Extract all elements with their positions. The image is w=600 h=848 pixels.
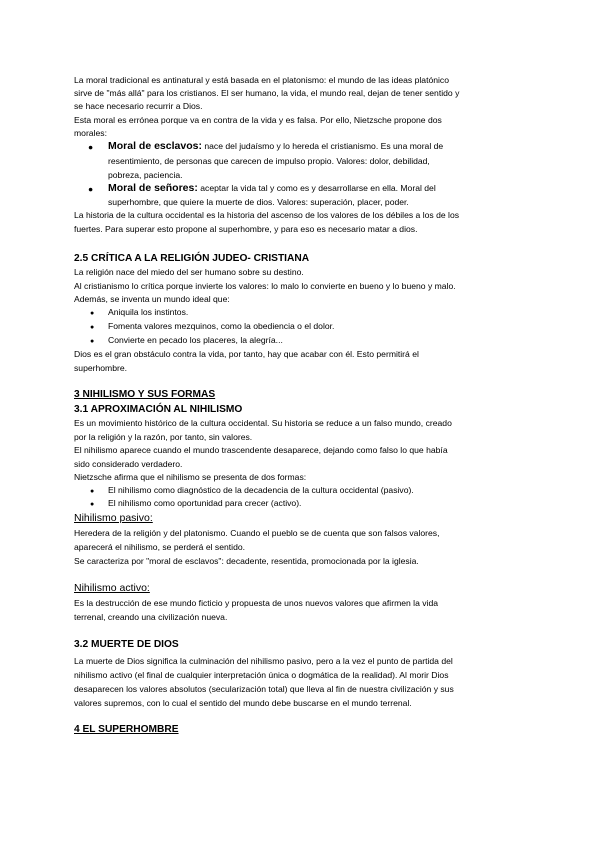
- bullet-icon: ●: [90, 501, 95, 508]
- subheading-nihilismo-activo: Nihilismo activo:: [74, 582, 150, 594]
- list-item-line: resentimiento, de personas que carecen de impulso propio. Valores: dolor, debilidad,: [108, 156, 430, 166]
- paragraph-line: terrenal, creando una civilización nueva.: [74, 612, 228, 622]
- paragraph-line: sirve de "más allá" para los cristianos. El ser humano, la vida, el mundo real, dejan de tener sentido y: [74, 88, 460, 98]
- paragraph-line: morales:: [74, 128, 107, 138]
- subsection-heading: 3.1 APROXIMACIÓN AL NIHILISMO: [74, 404, 243, 415]
- list-item: [108, 141, 568, 152]
- paragraph-line: La muerte de Dios significa la culminación del nihilismo pasivo, pero a la vez el punto de partida del: [74, 656, 453, 666]
- paragraph-line: Se caracteriza por "moral de esclavos": decadente, resentida, promocionada por la iglesia.: [74, 556, 419, 566]
- paragraph-line: La moral tradicional es antinatural y está basada en el platonismo: el mundo de las ideas platónico: [74, 75, 450, 85]
- paragraph-line: Es un movimiento histórico de la cultura occidental. Su historia se reduce a un falso mundo, creado: [74, 418, 452, 428]
- paragraph-line: por la religión y la razón, por tanto, sin valores.: [74, 432, 253, 442]
- list-item: El nihilismo como oportunidad para crecer (activo).: [108, 498, 302, 508]
- section-heading: 4 EL SUPERHOMBRE: [74, 724, 179, 735]
- list-item: Aniquila los instintos.: [108, 307, 189, 317]
- paragraph-line: se hace necesario recurrir a Dios.: [74, 101, 203, 111]
- section-heading: 2.5 CRÍTICA A LA RELIGIÓN JUDEO- CRISTIANA: [74, 253, 310, 264]
- list-item: Convierte en pecado los placeres, la alegría...: [108, 335, 283, 345]
- list-item-text: nace del judaísmo y lo hereda el cristianismo. Es una moral de: [201, 141, 444, 151]
- section-heading: 3 NIHILISMO Y SUS FORMAS: [74, 389, 216, 400]
- paragraph-line: fuertes. Para superar esto propone al superhombre, y para eso es necesario matar a dios.: [74, 224, 418, 234]
- paragraph-line: El nihilismo aparece cuando el mundo trascendente desaparece, dejando como falso lo que había: [74, 445, 448, 455]
- list-item-line: superhombre, que quiere la muerte de dios. Valores: superación, placer, poder.: [108, 197, 409, 207]
- paragraph-line: desaparecen los valores absolutos (secularización total) que lleva al fin de nuestra civilización y sus: [74, 684, 454, 694]
- bullet-icon: ●: [88, 142, 94, 152]
- paragraph-line: sido considerado verdadero.: [74, 459, 183, 469]
- paragraph-line: aparecerá el nihilismo, se perderá el sentido.: [74, 542, 246, 552]
- list-item: Fomenta valores mezquinos, como la obediencia o el dolor.: [108, 321, 335, 331]
- paragraph-line: nihilismo activo (el final de cualquier interpretación única o dogmática de la realidad). Al morir Dios: [74, 670, 449, 680]
- paragraph-line: Esta moral es errónea porque va en contra de la vida y es falsa. Por ello, Nietzsche propone dos: [74, 115, 442, 125]
- paragraph-line: Dios es el gran obstáculo contra la vida, por tanto, hay que acabar con él. Esto permitirá el: [74, 349, 419, 359]
- subsection-heading: 3.2 MUERTE DE DIOS: [74, 639, 179, 650]
- bullet-icon: ●: [88, 184, 94, 194]
- paragraph-line: Nietzsche afirma que el nihilismo se presenta de dos formas:: [74, 472, 307, 482]
- bullet-icon: ●: [90, 310, 95, 317]
- paragraph-line: La historia de la cultura occidental es la historia del ascenso de los valores de los débiles a los de los: [74, 210, 460, 220]
- list-item-line: pobreza, paciencia.: [108, 170, 183, 180]
- list-item: El nihilismo como diagnóstico de la decadencia de la cultura occidental (pasivo).: [108, 485, 414, 495]
- bullet-icon: ●: [90, 338, 95, 345]
- paragraph-line: Es la destrucción de ese mundo ficticio y propuesta de unos nuevos valores que afirmen la vida: [74, 598, 439, 608]
- paragraph-line: Heredera de la religión y del platonismo. Cuando el pueblo se de cuenta que son falsos valores,: [74, 528, 440, 538]
- list-item-text: aceptar la vida tal y como es y desarrollarse en ella. Moral del: [197, 183, 436, 193]
- bullet-icon: ●: [90, 488, 95, 495]
- paragraph-line: Además, se inventa un mundo ideal que:: [74, 294, 230, 304]
- term-moral-senores: Moral de señores:: [108, 182, 198, 194]
- term-moral-esclavos: Moral de esclavos:: [108, 140, 202, 152]
- list-item: [108, 183, 568, 194]
- subheading-nihilismo-pasivo: Nihilismo pasivo:: [74, 512, 153, 524]
- paragraph-line: valores supremos, con lo cual el sentido del mundo debe buscarse en el mundo terrenal.: [74, 698, 412, 708]
- paragraph-line: La religión nace del miedo del ser humano sobre su destino.: [74, 267, 304, 277]
- paragraph-line: Al cristianismo lo crítica porque invierte los valores: lo malo lo convierte en bueno y lo bueno y malo.: [74, 281, 456, 291]
- paragraph-line: superhombre.: [74, 363, 128, 373]
- bullet-icon: ●: [90, 324, 95, 331]
